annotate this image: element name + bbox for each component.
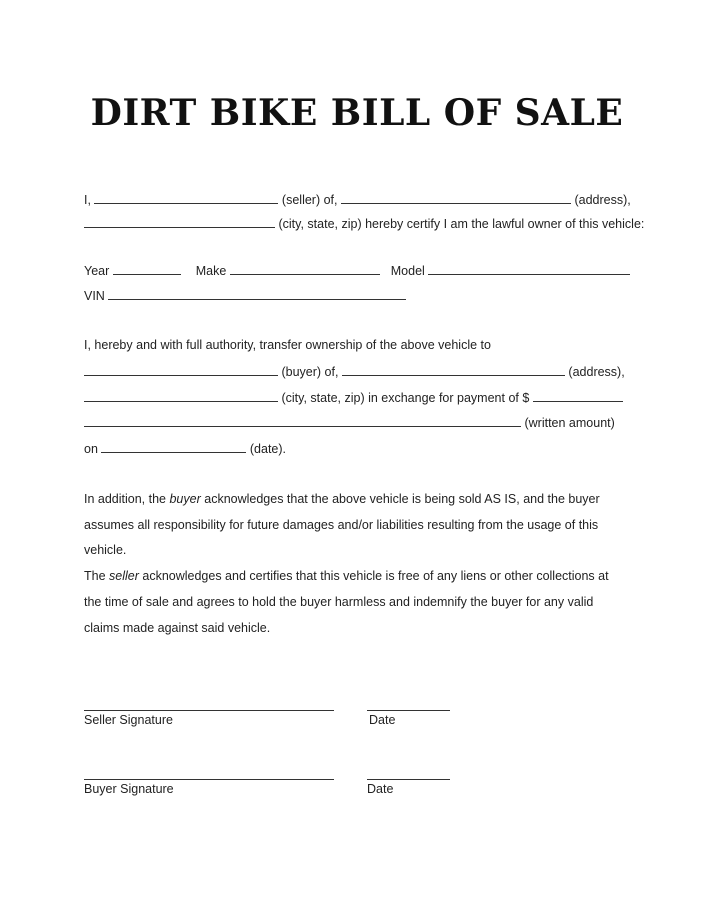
payment-amount-blank[interactable] bbox=[533, 389, 623, 402]
vin-line bbox=[84, 287, 406, 304]
seller-certify-text: (city, state, zip) hereby certify I am the lawful owner of this vehicle: bbox=[278, 217, 645, 231]
seller-city-line bbox=[84, 215, 644, 232]
model-blank[interactable] bbox=[428, 262, 630, 275]
written-amount-label: (written amount) bbox=[524, 416, 615, 430]
seller-label: (seller) of, bbox=[281, 193, 338, 207]
year-label: Year bbox=[84, 264, 110, 278]
seller-name-blank[interactable] bbox=[94, 191, 278, 204]
terms-paragraph-2-line-1 bbox=[84, 568, 609, 584]
document-title: DIRT BIKE BILL OF SALE bbox=[90, 92, 624, 134]
terms-text: vehicle. bbox=[84, 543, 127, 557]
buyer-label: (buyer) of, bbox=[281, 365, 339, 379]
buyer-date-label: Date bbox=[367, 782, 394, 796]
seller-signature-label: Seller Signature bbox=[84, 713, 173, 727]
terms-paragraph-1-line-2 bbox=[84, 517, 598, 533]
terms-paragraph-1-line-3 bbox=[84, 542, 126, 558]
terms-text: the time of sale and agrees to hold the buyer harmless and indemnify the buyer for any valid bbox=[84, 595, 594, 609]
seller-line bbox=[84, 191, 631, 208]
buyer-signature-line[interactable] bbox=[84, 779, 334, 780]
terms-text: acknowledges that the above vehicle is being sold AS IS, and the buyer bbox=[200, 492, 600, 506]
written-amount-blank[interactable] bbox=[84, 414, 521, 427]
buyer-city-payment-text: (city, state, zip) in exchange for payment of $ bbox=[281, 391, 530, 405]
sale-date-blank[interactable] bbox=[101, 440, 246, 453]
seller-date-label: Date bbox=[369, 713, 396, 727]
terms-text: acknowledges and certifies that this vehicle is free of any liens or other collections at bbox=[138, 569, 609, 583]
transfer-intro-text: I, hereby and with full authority, transfer ownership of the above vehicle to bbox=[84, 338, 491, 352]
terms-paragraph-2-line-2 bbox=[84, 594, 593, 610]
buyer-address-blank[interactable] bbox=[342, 363, 565, 376]
vin-label: VIN bbox=[84, 289, 105, 303]
vehicle-line bbox=[84, 262, 630, 279]
buyer-emphasis: buyer bbox=[169, 492, 201, 506]
terms-paragraph-2-line-3 bbox=[84, 620, 270, 636]
buyer-signature-label: Buyer Signature bbox=[84, 782, 174, 796]
buyer-city-line bbox=[84, 389, 623, 406]
make-label: Make bbox=[195, 264, 227, 278]
terms-text: claims made against said vehicle. bbox=[84, 621, 271, 635]
buyer-name-blank[interactable] bbox=[84, 363, 278, 376]
seller-city-blank[interactable] bbox=[84, 215, 275, 228]
terms-text: assumes all responsibility for future damages and/or liabilities resulting from the usage of this bbox=[84, 518, 599, 532]
year-blank[interactable] bbox=[113, 262, 181, 275]
transfer-intro-line bbox=[84, 337, 491, 353]
seller-intro-text: I, bbox=[84, 193, 91, 207]
seller-emphasis: seller bbox=[109, 569, 139, 583]
buyer-city-blank[interactable] bbox=[84, 389, 278, 402]
terms-text: The bbox=[84, 569, 110, 583]
written-amount-line bbox=[84, 414, 615, 431]
seller-date-line[interactable] bbox=[367, 710, 450, 711]
on-label: on bbox=[84, 442, 98, 456]
make-blank[interactable] bbox=[230, 262, 380, 275]
buyer-address-label: (address), bbox=[568, 365, 625, 379]
vin-blank[interactable] bbox=[108, 287, 406, 300]
terms-paragraph-1-line-1 bbox=[84, 491, 600, 507]
model-label: Model bbox=[390, 264, 425, 278]
seller-address-blank[interactable] bbox=[341, 191, 571, 204]
terms-text: In addition, the bbox=[84, 492, 170, 506]
sale-date-line bbox=[84, 440, 286, 457]
buyer-date-line[interactable] bbox=[367, 779, 450, 780]
seller-address-label: (address), bbox=[574, 193, 631, 207]
sale-date-label: (date). bbox=[249, 442, 287, 456]
buyer-line bbox=[84, 363, 625, 380]
seller-signature-line[interactable] bbox=[84, 710, 334, 711]
